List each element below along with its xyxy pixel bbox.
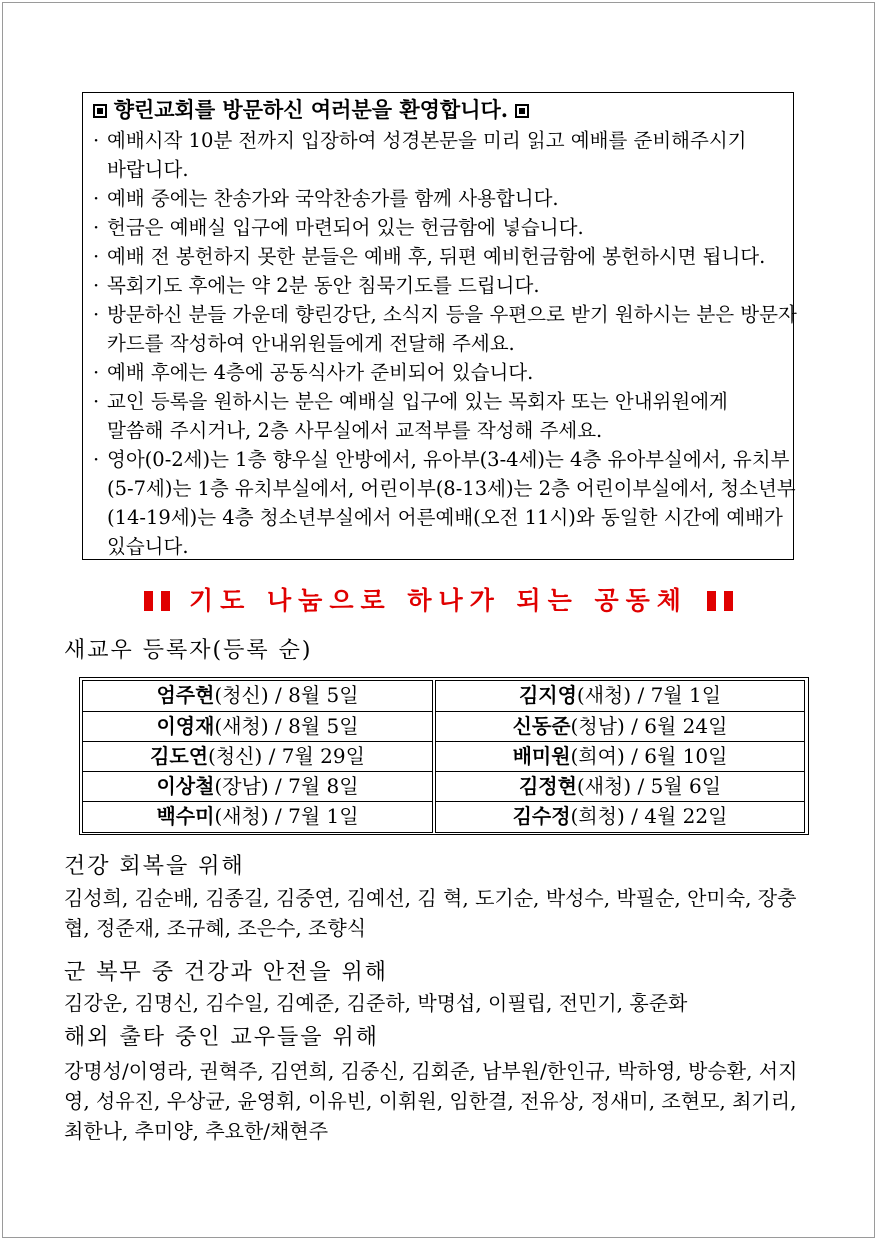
red-bar-icon [707, 591, 716, 611]
registrants-column-left [82, 680, 433, 833]
square-bullet-icon [93, 104, 107, 118]
military-names: 김강운, 김명신, 김수일, 김예준, 김준하, 박명섭, 이필립, 전민기, 홍준화 [64, 991, 688, 1015]
prayer-banner-text: 기도 나눔으로 하나가 되는 공동체 [189, 586, 688, 615]
notice-line: · 영아(0-2세)는 1층 향우실 안방에서, 유아부(3-4세)는 4층 유아부실에서, 유치부 [93, 448, 790, 471]
registrant-row: 신동준(청남) / 6월 24일 [436, 711, 804, 742]
notice-line: (14-19세)는 4층 청소년부실에서 어른예배(오전 11시)와 동일한 시간에 예배가 [107, 506, 783, 529]
red-bar-icon [144, 591, 153, 611]
square-bullet-icon [515, 104, 529, 118]
registrant-row: 배미원(희여) / 6월 10일 [436, 741, 804, 772]
prayer-banner [0, 585, 877, 617]
notice-line: · 예배시작 10분 전까지 입장하여 성경본문을 미리 읽고 예배를 준비해주시기 [93, 129, 747, 152]
notice-line: · 예배 후에는 4층에 공동식사가 준비되어 있습니다. [93, 361, 534, 384]
health-names: 김성희, 김순배, 김종길, 김중연, 김예선, 김 혁, 도기순, 박성수, 박필순, 안미숙, 장충협, 정준재, 조규혜, 조은수, 조향식 [64, 886, 797, 940]
registrant-row: 이영재(새청) / 8월 5일 [83, 711, 432, 742]
overseas-heading: 해외 출타 중인 교우들을 위해 [64, 1025, 379, 1050]
welcome-title [93, 95, 529, 125]
notice-line: 카드를 작성하여 안내위원들에게 전달해 주세요. [107, 332, 515, 355]
military-heading: 군 복무 중 건강과 안전을 위해 [64, 960, 388, 985]
registrants-heading: 새교우 등록자(등록 순) [64, 638, 313, 663]
registrants-column-right [435, 680, 805, 833]
welcome-title-text: 향린교회를 방문하신 여러분을 환영합니다. [113, 97, 509, 122]
registrant-row: 김도연(청신) / 7월 29일 [83, 741, 432, 772]
notice-line: · 방문하신 분들 가운데 향린강단, 소식지 등을 우편으로 받기 원하시는 분은 방문자 [93, 303, 797, 326]
welcome-notice-box [82, 92, 797, 560]
notice-line: 말씀해 주시거나, 2층 사무실에서 교적부를 작성해 주세요. [107, 419, 603, 442]
registrant-row: 김정현(새청) / 5월 6일 [436, 771, 804, 802]
registrant-row: 엄주현(청신) / 8월 5일 [156, 683, 359, 707]
notice-line: · 목회기도 후에는 약 2분 동안 침묵기도를 드립니다. [93, 274, 540, 297]
registrant-row: 백수미(새청) / 7월 1일 [83, 801, 432, 832]
notice-line: · 헌금은 예배실 입구에 마련되어 있는 헌금함에 넣습니다. [93, 216, 584, 239]
notice-line: 있습니다. [107, 535, 189, 558]
red-bar-icon [724, 591, 733, 611]
registrant-row: 이상철(장남) / 7월 8일 [83, 771, 432, 802]
registrant-row: 김지영(새청) / 7월 1일 [518, 683, 722, 707]
notice-line: 바랍니다. [107, 158, 189, 181]
notice-line: · 예배 전 봉헌하지 못한 분들은 예배 후, 뒤편 예비헌금함에 봉헌하시면 됩니다. [93, 245, 766, 268]
red-bar-icon [161, 591, 170, 611]
notice-line: · 교인 등록을 원하시는 분은 예배실 입구에 있는 목회자 또는 안내위원에게 [93, 390, 728, 413]
registrants-table [79, 677, 809, 835]
registrant-row: 김수정(희청) / 4월 22일 [436, 801, 804, 832]
notice-line: (5-7세)는 1층 유치부실에서, 어린이부(8-13세)는 2층 어린이부실에서, 청소년부 [107, 477, 796, 500]
health-heading: 건강 회복을 위해 [64, 854, 245, 879]
overseas-names: 강명성/이영라, 권혁주, 김연희, 김중신, 김회준, 남부원/한인규, 박하영, 방승환, 서지영, 성유진, 우상균, 윤영휘, 이유빈, 이휘원, 임한결, 전유상, 정새미, 조현모, 최기리, 최한나, 추미양, 추요한/채현주 [64, 1059, 798, 1143]
notice-line: · 예배 중에는 찬송가와 국악찬송가를 함께 사용합니다. [93, 187, 559, 210]
